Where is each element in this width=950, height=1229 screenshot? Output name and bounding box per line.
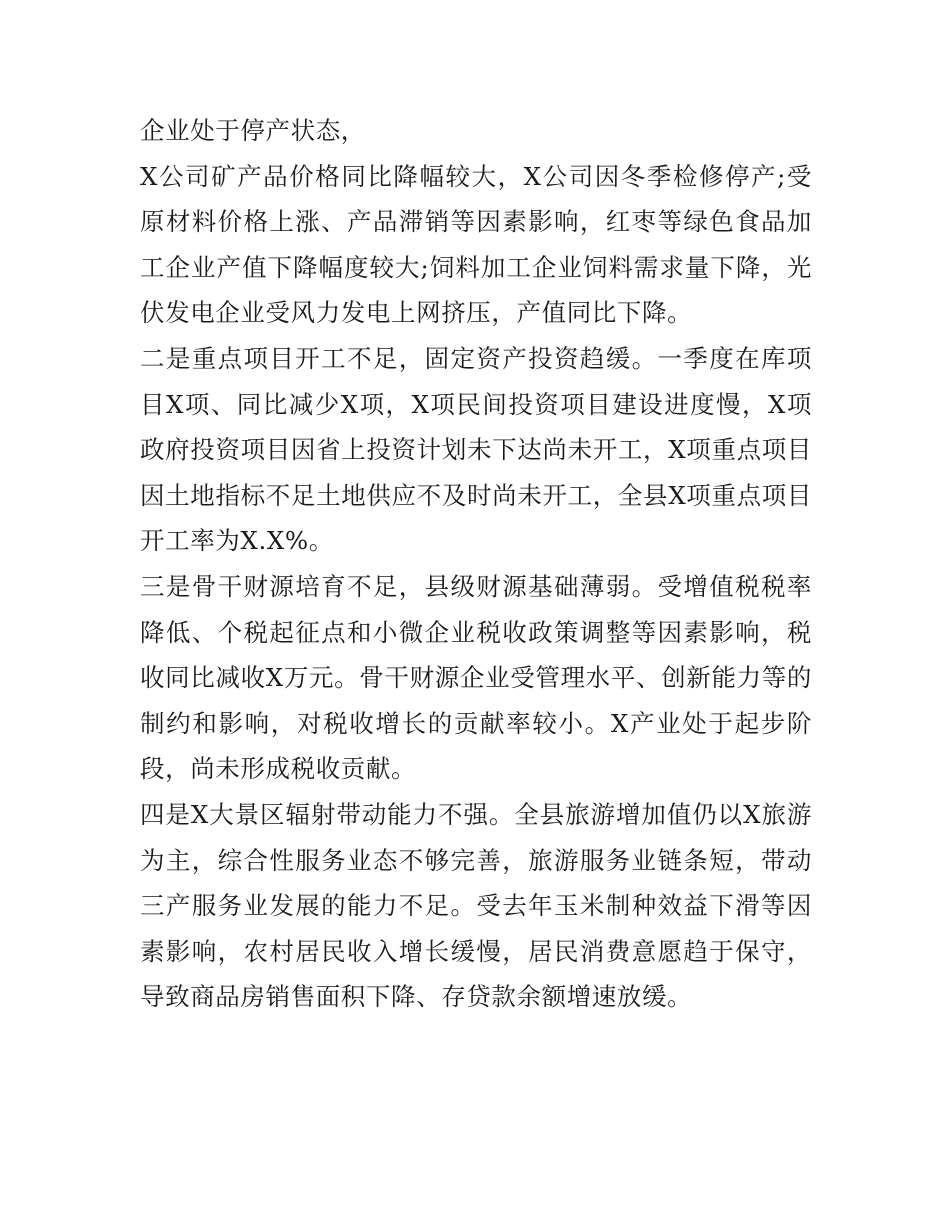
document-body xyxy=(140,108,812,1020)
paragraph-key-projects: 二是重点项目开工不足，固定资产投资趋缓。一季度在库项目X项、同比减少X项，X项民间投资项目建设进度慢，X项政府投资项目因省上投资计划未下达尚未开工，X项重点项目因土地指标不足土地供应不及时尚未开工，全县X项重点项目开工率为X.X%。 xyxy=(140,343,812,556)
paragraph-industry-output: X公司矿产品价格同比降幅较大，X公司因冬季检修停产;受原材料价格上涨、产品滞销等因素影响，红枣等绿色食品加工企业产值下降幅度较大;饲料加工企业饲料需求量下降，光伏发电企业受风力发电上网挤压，产值同比下降。 xyxy=(140,161,812,328)
paragraph-continuation: 企业处于停产状态， xyxy=(140,116,366,145)
paragraph-fiscal-revenue: 三是骨干财源培育不足，县级财源基础薄弱。受增值税税率降低、个税起征点和小微企业税收政策调整等因素影响，税收同比减收X万元。骨干财源企业受管理水平、创新能力等的制约和影响，对税收增长的贡献率较小。X产业处于起步阶段，尚未形成税收贡献。 xyxy=(140,571,812,784)
paragraph-tourism: 四是X大景区辐射带动能力不强。全县旅游增加值仍以X旅游为主，综合性服务业态不够完善，旅游服务业链条短，带动三产服务业发展的能力不足。受去年玉米制种效益下滑等因素影响，农村居民收入增长缓慢，居民消费意愿趋于保守，导致商品房销售面积下降、存贷款余额增速放缓。 xyxy=(140,799,812,1012)
